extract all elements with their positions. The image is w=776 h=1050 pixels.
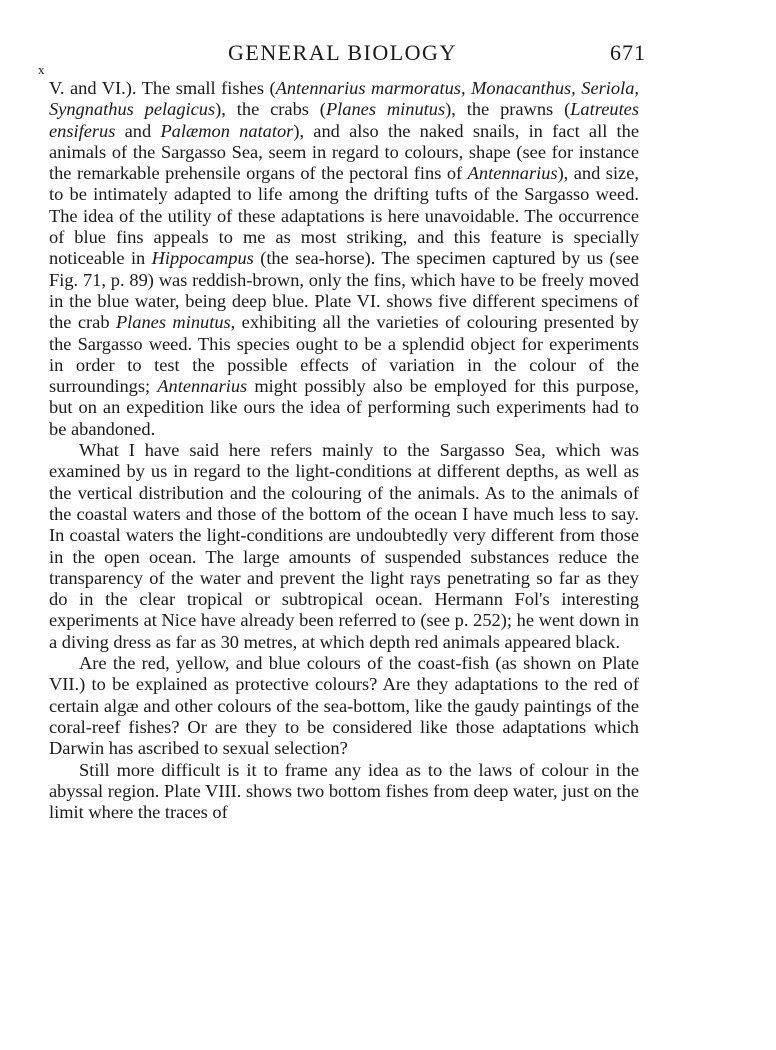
italic-run: Hippocampus xyxy=(151,248,254,269)
running-head: GENERAL BIOLOGY xyxy=(228,40,457,65)
text-run: , exhibiting all the varieties of colouring presented by the Sargasso weed. This species ought to be a splendid object for experiments in order to test the possible effects of variation in the colour of the surroundings; xyxy=(49,312,639,397)
text-run: (the sea-horse). The specimen captured by us (see Fig. 71, p. 89) was reddish-brown, only the fins, which have to be freely moved in the blue water, being deep blue. Plate VI. shows five different specimens of the crab xyxy=(49,248,639,333)
italic-run: Antennarius xyxy=(467,163,558,184)
text-run: ), the prawns ( xyxy=(445,99,571,120)
text-run: V. and VI.). The small fishes ( xyxy=(49,78,276,98)
italic-run: Palæmon natator xyxy=(160,120,294,141)
italic-run: Planes minutus xyxy=(115,312,231,333)
italic-run: Antennarius xyxy=(157,376,248,397)
italic-run: Antennarius marmoratus, Monacanthus, Seriola, Syngnathus pelagicus xyxy=(49,78,640,120)
signature-mark: x xyxy=(38,62,45,77)
paragraph xyxy=(49,440,639,653)
text-run: might possibly also be employed for this purpose, but on an expedition like ours the idea of performing such experiments had to be abandoned. xyxy=(49,376,639,439)
text-run: What I have said here refers mainly to the Sargasso Sea, which was examined by us in regard to the light-conditions at different depths, as well as the vertical distribution and the colouring of the animals. As to the animals of the coastal waters and those of the bottom of the ocean I have much less to say. In coastal waters the light-conditions are undoubtedly very different from those in the open ocean. The large amounts of suspended substances reduce the transparency of the water and prevent the light rays penetrating so far as they do in the clear tropical or subtropical ocean. Hermann Fol's interesting experiments at Nice have already been referred to (see p. 252); he went down in a diving dress as far as 30 metres, at which depth red animals appeared black. xyxy=(49,440,639,652)
paragraph xyxy=(49,78,639,440)
text-run: ), and size, to be intimately adapted to life among the drifting tufts of the Sargasso weed. The idea of the utility of these adaptations is here unavoidable. The occurrence of blue fins appeals to me as most striking, and this feature is specially noticeable in xyxy=(49,163,639,269)
text-run: and xyxy=(115,120,161,141)
paragraph xyxy=(49,653,639,759)
page-header xyxy=(38,40,646,77)
italic-run: Planes minutus xyxy=(325,99,446,120)
paragraph xyxy=(49,760,639,824)
text-run: Still more difficult is it to frame any idea as to the laws of colour in the abyssal region. Plate VIII. shows two bottom fishes from deep water, just on the limit where the traces of xyxy=(49,759,639,823)
text-run: Are the red, yellow, and blue colours of the coast-fish (as shown on Plate VII.) to be explained as protective colours? Are they adaptations to the red of certain algæ and other colours of the sea-bottom, like the gaudy paintings of the coral-reef fishes? Or are they to be considered like those adaptations which Darwin has ascribed to sexual selection? xyxy=(49,653,639,759)
italic-run: Latreutes ensiferus xyxy=(49,99,639,141)
text-run: ), and also the naked snails, in fact all the animals of the Sargasso Sea, seem in regard to colours, shape (see for instance the remarkable prehensile organs of the pectoral fins of xyxy=(49,120,640,184)
page-number: 671 xyxy=(610,40,646,65)
text-run: ), the crabs ( xyxy=(215,99,326,120)
body-text xyxy=(49,78,639,823)
